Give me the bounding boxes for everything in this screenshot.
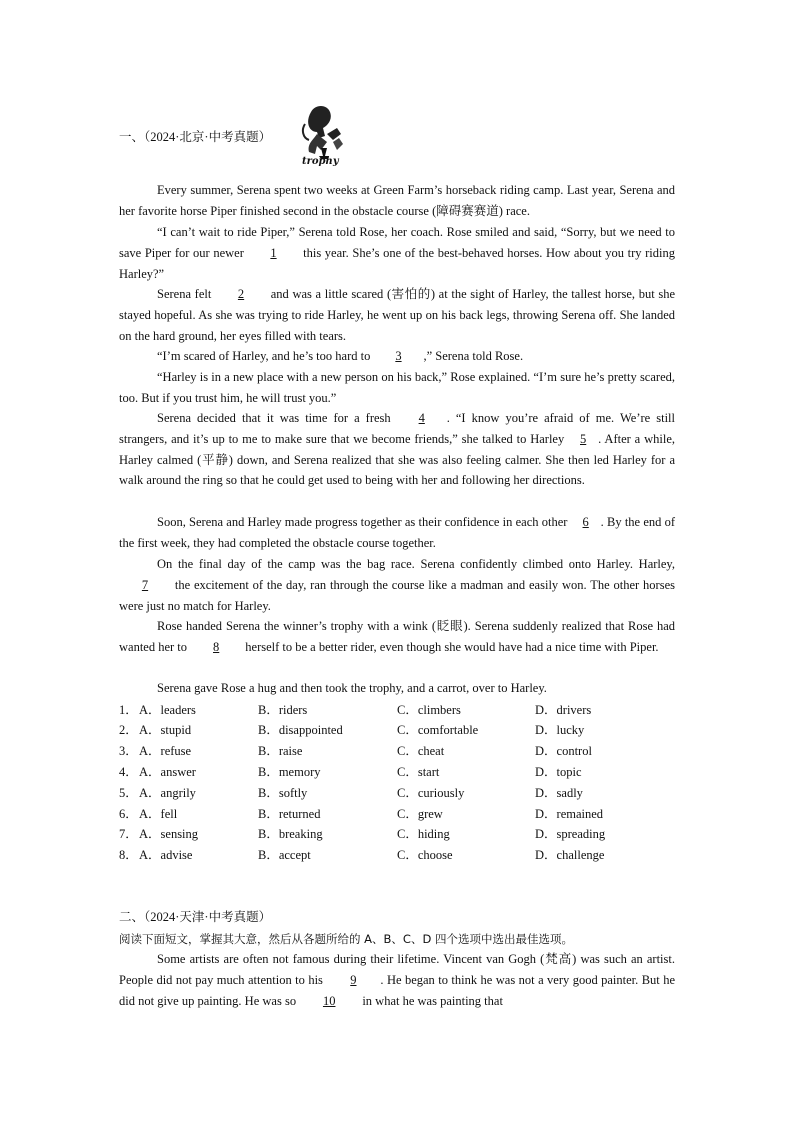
paragraph-3: Serena felt 2 and was a little scared (害怕的) at the sight of Harley, the tallest horse, but she stayed hopeful. As she was trying to ride Harley, he went up on his back legs, throwing Serena off. She landed on the hard ground, her eyes filled with tears. [119, 284, 675, 346]
paragraph-9: Rose handed Serena the winner’s trophy with a wink (眨眼). Serena suddenly realized that Rose had wanted her to 8 herself to be a better rider, even though she would have had a nice time with Piper. [119, 616, 675, 658]
paragraph-2: “I can’t wait to ride Piper,” Serena told Rose, her coach. Rose smiled and said, “Sorry, but we need to save Piper for our newer 1 this year. She’s one of the best-behaved horses. How about you try riding Harley?” [119, 225, 676, 281]
option-b[interactable]: B．disappointed [258, 723, 343, 737]
option-row-5 [119, 783, 675, 804]
option-row-4 [119, 762, 675, 783]
option-number: 7． [119, 827, 138, 841]
paragraph-7: Soon, Serena and Harley made progress together as their confidence in each other 6 . By the end of the first week, they had completed the obstacle course together. [119, 512, 675, 554]
option-b[interactable]: B．riders [258, 703, 308, 717]
option-number: 2． [119, 723, 138, 737]
option-b[interactable]: B．breaking [258, 827, 323, 841]
blank-1: 1 [270, 245, 277, 260]
option-d[interactable]: D．control [535, 744, 592, 758]
option-a[interactable]: A．stupid [139, 723, 192, 737]
option-b[interactable]: B．accept [258, 848, 311, 862]
option-c[interactable]: C．cheat [397, 744, 445, 758]
option-d[interactable]: D．challenge [535, 848, 605, 862]
option-b[interactable]: B．memory [258, 765, 321, 779]
option-d[interactable]: D．drivers [535, 703, 592, 717]
section-2-heading: 二、（2024·天津·中考真题） [119, 910, 272, 924]
paragraph-8: On the final day of the camp was the bag race. Serena confidently climbed onto Harley. Harley, 7 the excitement of the day, ran through the course like a madman and easily won. The other horses were just no match for Harley. [119, 557, 675, 613]
option-c[interactable]: C．comfortable [397, 723, 479, 737]
option-a[interactable]: A．answer [139, 765, 196, 779]
option-b[interactable]: B．returned [258, 807, 321, 821]
option-c[interactable]: C．grew [397, 807, 443, 821]
blank-2: 2 [237, 287, 245, 301]
option-c[interactable]: C．curiously [397, 786, 465, 800]
paragraph-6: Serena decided that it was time for a fresh 4 . “I know you’re afraid of me. We’re still strangers, and it’s up to me to make sure that we become friends,” she talked to Harley 5 . After a while, Harley calmed (平静) down, and Serena realized that she was also feeling calmer. She then led Harley for a walk around the ring so that he could get used to being with her and following her directions. [119, 408, 675, 491]
blank-9: 9 [350, 972, 357, 987]
blank-3: 3 [395, 349, 402, 363]
option-number: 1． [119, 703, 138, 717]
option-number: 5． [119, 786, 138, 800]
option-row-6 [119, 804, 675, 825]
option-c[interactable]: C．choose [397, 848, 453, 862]
paragraph-1: Every summer, Serena spent two weeks at Green Farm’s horseback riding camp. Last year, Serena and her favorite horse Piper finished second in the obstacle course (障碍赛赛道) race. [119, 183, 675, 218]
option-d[interactable]: D．spreading [535, 827, 606, 841]
paragraph-4: “I’m scared of Harley, and he’s too hard to 3 ,” Serena told Rose. [119, 346, 675, 367]
option-a[interactable]: A．sensing [139, 827, 199, 841]
section-1-heading: 一、（2024·北京·中考真题） [119, 130, 272, 144]
option-row-7 [119, 824, 675, 845]
paragraph-10: Serena gave Rose a hug and then took the trophy, and a carrot, over to Harley. [157, 681, 547, 695]
paragraph-5: “Harley is in a new place with a new person on his back,” Rose explained. “I’m sure he’s pretty scared, too. But if you trust him, he will trust you.” [119, 370, 675, 405]
section-2-instruction: 阅读下面短文，掌握其大意，然后从各题所给的 A、B、C、D 四个选项中选出最佳选项。 [119, 932, 573, 946]
paragraph-11: Some artists are often not famous during their lifetime. Vincent van Gogh (梵高) was such an artist. People did not pay much attention to his 9 . He began to think he was not a very good painter. But he did not give up painting. He was so 10 in what he was painting that [119, 949, 675, 1011]
option-a[interactable]: A．advise [139, 848, 193, 862]
blank-6: 6 [582, 515, 589, 529]
option-d[interactable]: D．topic [535, 765, 582, 779]
blank-4: 4 [418, 411, 425, 425]
option-a[interactable]: A．fell [139, 807, 178, 821]
option-number: 4． [119, 765, 138, 779]
option-c[interactable]: C．hiding [397, 827, 450, 841]
blank-7: 7 [141, 577, 149, 592]
option-a[interactable]: A．leaders [139, 703, 196, 717]
option-row-8 [119, 845, 675, 866]
option-b[interactable]: B．softly [258, 786, 308, 800]
option-c[interactable]: C．climbers [397, 703, 461, 717]
option-b[interactable]: B．raise [258, 744, 303, 758]
option-a[interactable]: A．refuse [139, 744, 192, 758]
option-number: 3． [119, 744, 138, 758]
option-row-2 [119, 720, 675, 741]
trophy-caption: trophy [302, 156, 339, 167]
blank-8: 8 [213, 639, 220, 654]
option-row-1 [119, 700, 675, 721]
blank-5: 5 [580, 431, 587, 446]
option-number: 6． [119, 807, 138, 821]
option-d[interactable]: D．sadly [535, 786, 583, 800]
option-d[interactable]: D．remained [535, 807, 604, 821]
option-a[interactable]: A．angrily [139, 786, 196, 800]
blank-10: 10 [322, 993, 336, 1008]
option-c[interactable]: C．start [397, 765, 440, 779]
option-d[interactable]: D．lucky [535, 723, 585, 737]
option-row-3 [119, 741, 675, 762]
option-number: 8． [119, 848, 138, 862]
